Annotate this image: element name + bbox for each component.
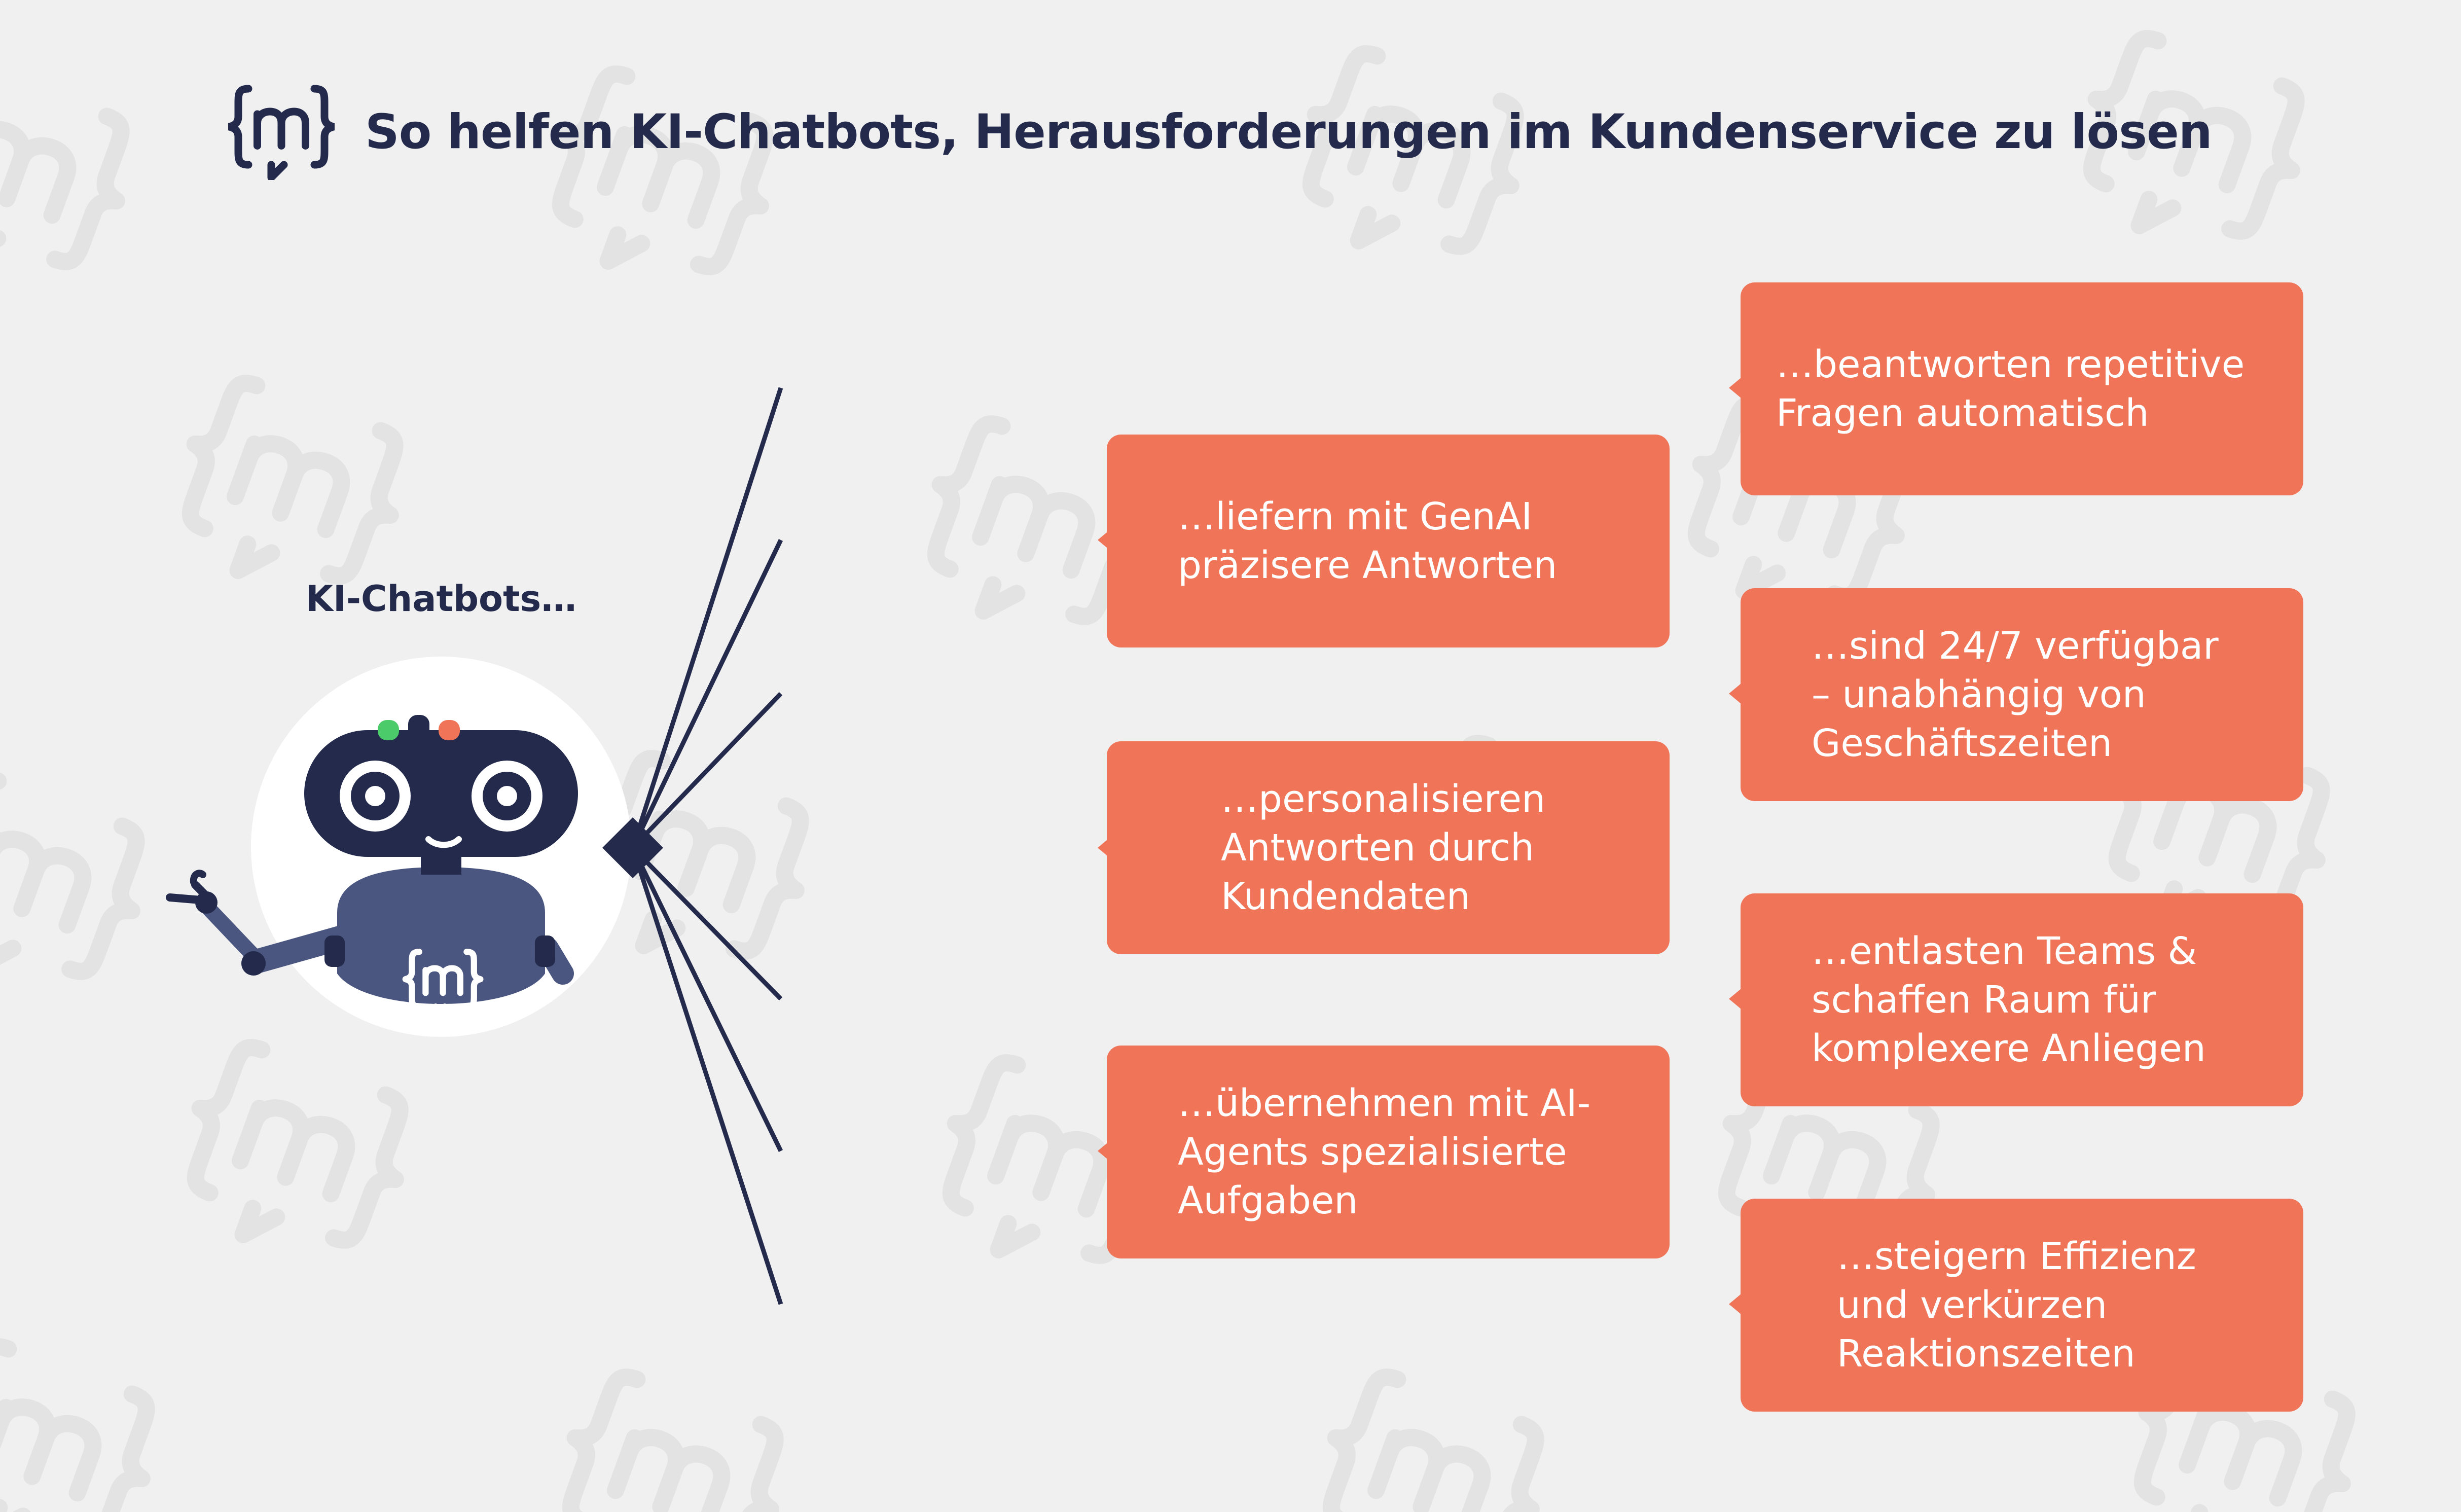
- benefit-text-2: …liefern mit GenAI präzisere Antworten: [1178, 495, 1558, 587]
- benefit-box-6: [1107, 1046, 1670, 1258]
- benefit-text-1: …beantworten repetitive Fragen automatisch: [1776, 343, 2245, 435]
- benefit-text-5: …entlasten Teams & schaffen Raum für komplexere Anliegen: [1812, 929, 2206, 1070]
- connector-line-6: [633, 848, 781, 1151]
- connector-line-3: [633, 694, 781, 848]
- benefit-box-7: [1741, 1199, 2303, 1412]
- benefit-box-4: [1107, 741, 1670, 954]
- benefit-text-6: …übernehmen mit AI- Agents spezialisierte Aufgaben: [1178, 1082, 1591, 1222]
- benefit-box-3: [1741, 588, 2303, 801]
- benefit-box-5: [1741, 893, 2303, 1106]
- benefit-text-7: …steigern Effizienz und verkürzen Reaktionszeiten: [1837, 1235, 2196, 1376]
- benefit-box-2: [1107, 435, 1670, 647]
- benefit-text-4: …personalisieren Antworten durch Kundendaten: [1221, 777, 1545, 918]
- benefit-text-3: …sind 24/7 verfügbar – unabhängig von Geschäftszeiten: [1812, 624, 2219, 765]
- connector-line-7: [633, 848, 781, 1304]
- benefit-box-1: [1741, 282, 2303, 495]
- connector-line-2: [633, 540, 781, 848]
- connector-line-1: [633, 388, 781, 848]
- page-title: So helfen KI-Chatbots, Herausforderungen im Kundenservice zu lösen: [365, 104, 2212, 160]
- subject-label: KI-Chatbots…: [305, 578, 577, 620]
